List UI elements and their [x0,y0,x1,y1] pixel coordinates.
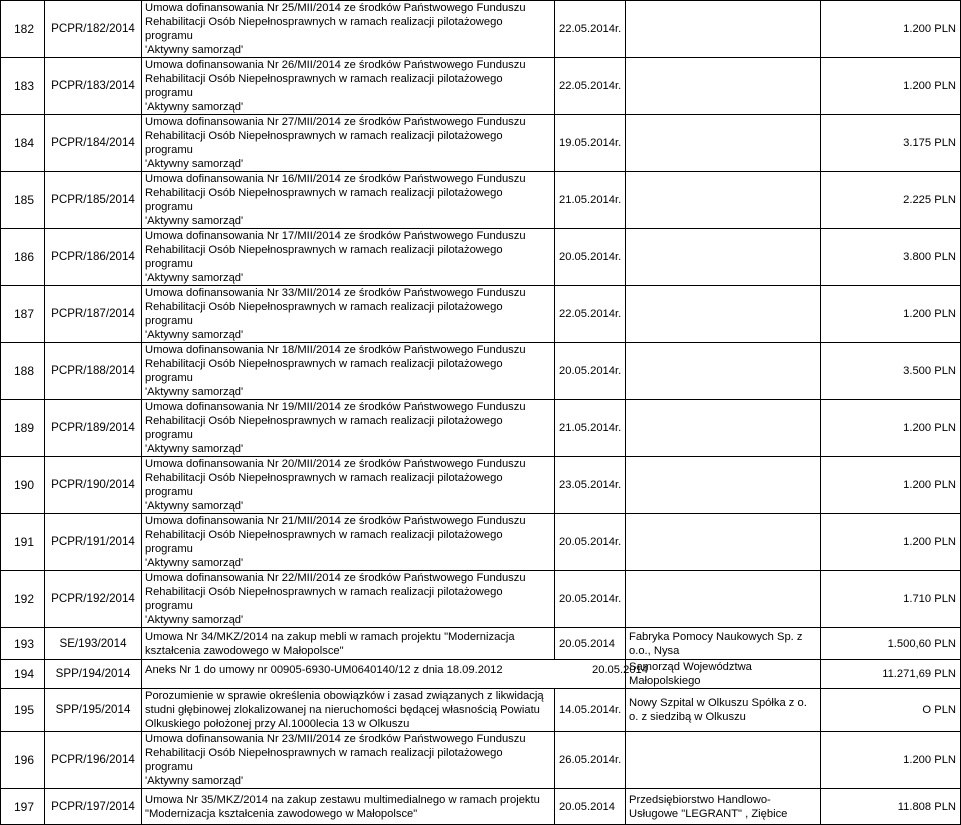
table-row [1,115,961,172]
row-date: 21.05.2014r. [555,400,626,457]
table-row [1,789,961,825]
row-description-line: Umowa dofinansowania Nr 21/MII/2014 ze środków Państwowego Funduszu [145,515,526,527]
table-row [1,229,961,286]
row-amount: 11.808 PLN [821,789,961,825]
row-description-line: Olkuskiego położonej przy Al.1000lecia 13 w Olkuszu [145,718,410,730]
row-description-line: Rehabilitacji Osób Niepełnosprawnych w ramach realizacji pilotażowego programu [145,187,503,213]
row-signature: PCPR/191/2014 [45,514,142,571]
row-counterparty [626,172,821,229]
row-description-line: Umowa dofinansowania Nr 20/MII/2014 ze środków Państwowego Funduszu [145,458,526,470]
row-description-line: Rehabilitacji Osób Niepełnosprawnych w ramach realizacji pilotażowego programu [145,73,503,99]
row-description-line: 'Aktywny samorząd' [145,272,244,284]
row-number: 185 [1,172,45,229]
row-description-line: Umowa dofinansowania Nr 27/MII/2014 ze środków Państwowego Funduszu [145,116,526,128]
row-description-line: Rehabilitacji Osób Niepełnosprawnych w ramach realizacji pilotażowego programu [145,130,503,156]
row-description-line: 'Aktywny samorząd' [145,158,244,170]
row-signature: PCPR/183/2014 [45,58,142,115]
row-counterparty [626,58,821,115]
row-description-line: Umowa Nr 35/MKZ/2014 na zakup zestawu multimedialnego w ramach projektu [145,793,540,806]
row-description-line: Rehabilitacji Osób Niepełnosprawnych w ramach realizacji pilotażowego programu [145,586,503,612]
row-description-line: Aneks Nr 1 do umowy nr 00905-6930-UM0640140/12 z dnia 18.09.2012 [145,664,503,676]
row-number: 184 [1,115,45,172]
table-row [1,172,961,229]
row-number: 192 [1,571,45,628]
row-counterparty [626,343,821,400]
row-date: 14.05.2014r. [555,689,626,732]
row-amount: 1.200 PLN [821,400,961,457]
row-counterparty: Fabryka Pomocy Naukowych Sp. z o.o., Nysa [626,628,821,660]
row-description-line: Rehabilitacji Osób Niepełnosprawnych w ramach realizacji pilotażowego programu [145,244,503,270]
row-signature: PCPR/186/2014 [45,229,142,286]
row-date: 22.05.2014r. [555,1,626,58]
row-description-line: 'Aktywny samorząd' [145,44,244,56]
row-description [142,58,555,115]
table-row [1,571,961,628]
row-description-line: Umowa dofinansowania Nr 26/MII/2014 ze środków Państwowego Funduszu [145,59,526,71]
row-counterparty [626,732,821,789]
table-row [1,343,961,400]
row-description-line: Umowa dofinansowania Nr 16/MII/2014 ze środków Państwowego Funduszu [145,173,526,185]
row-description [142,514,555,571]
row-signature: PCPR/185/2014 [45,172,142,229]
row-description [142,732,555,789]
row-date: 23.05.2014r. [555,457,626,514]
row-counterparty [626,400,821,457]
row-description-line: 'Aktywny samorząd' [145,101,244,113]
row-date: 26.05.2014r. [555,732,626,789]
row-number: 194 [1,660,45,689]
row-counterparty [626,571,821,628]
row-number: 183 [1,58,45,115]
row-description [142,1,555,58]
contracts-table-body [1,1,961,825]
row-counterparty [626,514,821,571]
row-counterparty: Samorząd Województwa Małopolskiego [626,660,821,689]
row-date: 20.05.2014 [555,628,626,660]
row-amount: 3.175 PLN [821,115,961,172]
row-description [142,343,555,400]
row-description [142,229,555,286]
row-counterparty: Nowy Szpital w Olkuszu Spółka z o. o. z siedzibą w Olkuszu [626,689,821,732]
row-number: 196 [1,732,45,789]
table-row [1,58,961,115]
row-number: 188 [1,343,45,400]
table-row [1,660,961,689]
row-signature: PCPR/187/2014 [45,286,142,343]
row-amount: 3.800 PLN [821,229,961,286]
row-description [142,172,555,229]
row-signature: PCPR/196/2014 [45,732,142,789]
row-description-line: 'Aktywny samorząd' [145,614,244,626]
table-row [1,457,961,514]
row-description-line: Umowa dofinansowania Nr 17/MII/2014 ze środków Państwowego Funduszu [145,230,526,242]
row-number: 195 [1,689,45,732]
row-description-line: studni głębinowej zlokalizowanej na nieruchomości będącej własnością Powiatu [145,704,540,716]
row-description-line: 'Aktywny samorząd' [145,775,244,787]
row-amount: O PLN [821,689,961,732]
row-description [142,628,555,660]
row-number: 190 [1,457,45,514]
table-row [1,1,961,58]
table-row [1,400,961,457]
row-description-line: Umowa Nr 34/MKZ/2014 na zakup mebli w ramach projektu "Modernizacja [145,630,515,643]
table-row [1,514,961,571]
row-counterparty [626,1,821,58]
row-signature: SPP/195/2014 [45,689,142,732]
row-description [142,457,555,514]
row-date: 22.05.2014r. [555,58,626,115]
row-date: 20.05.2014 [592,664,648,676]
row-date: 20.05.2014r. [555,571,626,628]
row-amount: 1.200 PLN [821,1,961,58]
row-date: 20.05.2014r. [555,343,626,400]
row-amount: 1.200 PLN [821,732,961,789]
row-counterparty [626,115,821,172]
row-amount: 1.200 PLN [821,58,961,115]
row-amount: 1.200 PLN [821,457,961,514]
row-counterparty: Przedsiębiorstwo Handlowo- Usługowe "LEGRANT" , Ziębice [626,789,821,825]
row-description-line: Umowa dofinansowania Nr 23/MII/2014 ze środków Państwowego Funduszu [145,733,526,745]
row-date: 20.05.2014 [555,789,626,825]
row-date: 19.05.2014r. [555,115,626,172]
row-number: 187 [1,286,45,343]
row-description-line: Porozumienie w sprawie określenia obowiązków i zasad związanych z likwidacją [145,690,544,702]
row-description [142,689,555,732]
row-description-line: Rehabilitacji Osób Niepełnosprawnych w ramach realizacji pilotażowego programu [145,16,503,42]
row-description-line: Rehabilitacji Osób Niepełnosprawnych w ramach realizacji pilotażowego programu [145,529,503,555]
row-number: 197 [1,789,45,825]
row-counterparty [626,286,821,343]
row-amount: 3.500 PLN [821,343,961,400]
row-description-line: Rehabilitacji Osób Niepełnosprawnych w ramach realizacji pilotażowego programu [145,747,503,773]
row-description-line: 'Aktywny samorząd' [145,329,244,341]
row-amount: 1.200 PLN [821,514,961,571]
row-number: 193 [1,628,45,660]
row-signature: PCPR/188/2014 [45,343,142,400]
row-description-line: Rehabilitacji Osób Niepełnosprawnych w ramach realizacji pilotażowego programu [145,301,503,327]
row-date: 22.05.2014r. [555,286,626,343]
row-date: 21.05.2014r. [555,172,626,229]
row-signature: PCPR/192/2014 [45,571,142,628]
row-amount: 1.710 PLN [821,571,961,628]
row-description-line: Umowa dofinansowania Nr 19/MII/2014 ze środków Państwowego Funduszu [145,401,526,413]
row-description-line: Umowa dofinansowania Nr 22/MII/2014 ze środków Państwowego Funduszu [145,572,526,584]
row-number: 186 [1,229,45,286]
row-amount: 1.200 PLN [821,286,961,343]
row-counterparty [626,457,821,514]
row-description [142,115,555,172]
row-signature: SE/193/2014 [45,628,142,660]
row-description-line: 'Aktywny samorząd' [145,500,244,512]
row-description [142,789,555,825]
row-description [142,571,555,628]
row-description [142,660,648,689]
table-row [1,286,961,343]
row-number: 191 [1,514,45,571]
table-row [1,689,961,732]
row-description-line: "Modernizacja kształcenia zawodowego w Małopolsce" [145,807,418,820]
row-description-line: Umowa dofinansowania Nr 18/MII/2014 ze środków Państwowego Funduszu [145,344,526,356]
row-description-line: 'Aktywny samorząd' [145,557,244,569]
row-description-line: Rehabilitacji Osób Niepełnosprawnych w ramach realizacji pilotażowego programu [145,358,503,384]
row-description-line: Umowa dofinansowania Nr 33/MII/2014 ze środków Państwowego Funduszu [145,287,526,299]
row-date: 20.05.2014r. [555,514,626,571]
row-signature: PCPR/190/2014 [45,457,142,514]
row-amount: 2.225 PLN [821,172,961,229]
row-description-line: 'Aktywny samorząd' [145,443,244,455]
row-signature: PCPR/189/2014 [45,400,142,457]
row-description-line: Rehabilitacji Osób Niepełnosprawnych w ramach realizacji pilotażowego programu [145,415,503,441]
row-number: 182 [1,1,45,58]
row-description-line: 'Aktywny samorząd' [145,215,244,227]
row-signature: PCPR/182/2014 [45,1,142,58]
row-amount: 11.271,69 PLN [821,660,961,689]
row-description-line: 'Aktywny samorząd' [145,386,244,398]
row-description [142,400,555,457]
row-signature: PCPR/197/2014 [45,789,142,825]
row-description-line: kształcenia zawodowego w Małopolsce" [145,644,344,657]
row-signature: PCPR/184/2014 [45,115,142,172]
row-number: 189 [1,400,45,457]
table-row [1,628,961,660]
row-description [142,286,555,343]
row-description-line: Umowa dofinansowania Nr 25/MII/2014 ze środków Państwowego Funduszu [145,2,526,14]
row-counterparty [626,229,821,286]
table-row [1,732,961,789]
row-description-line: Rehabilitacji Osób Niepełnosprawnych w ramach realizacji pilotażowego programu [145,472,503,498]
row-date: 20.05.2014r. [555,229,626,286]
row-amount: 1.500,60 PLN [821,628,961,660]
row-signature: SPP/194/2014 [45,660,142,689]
